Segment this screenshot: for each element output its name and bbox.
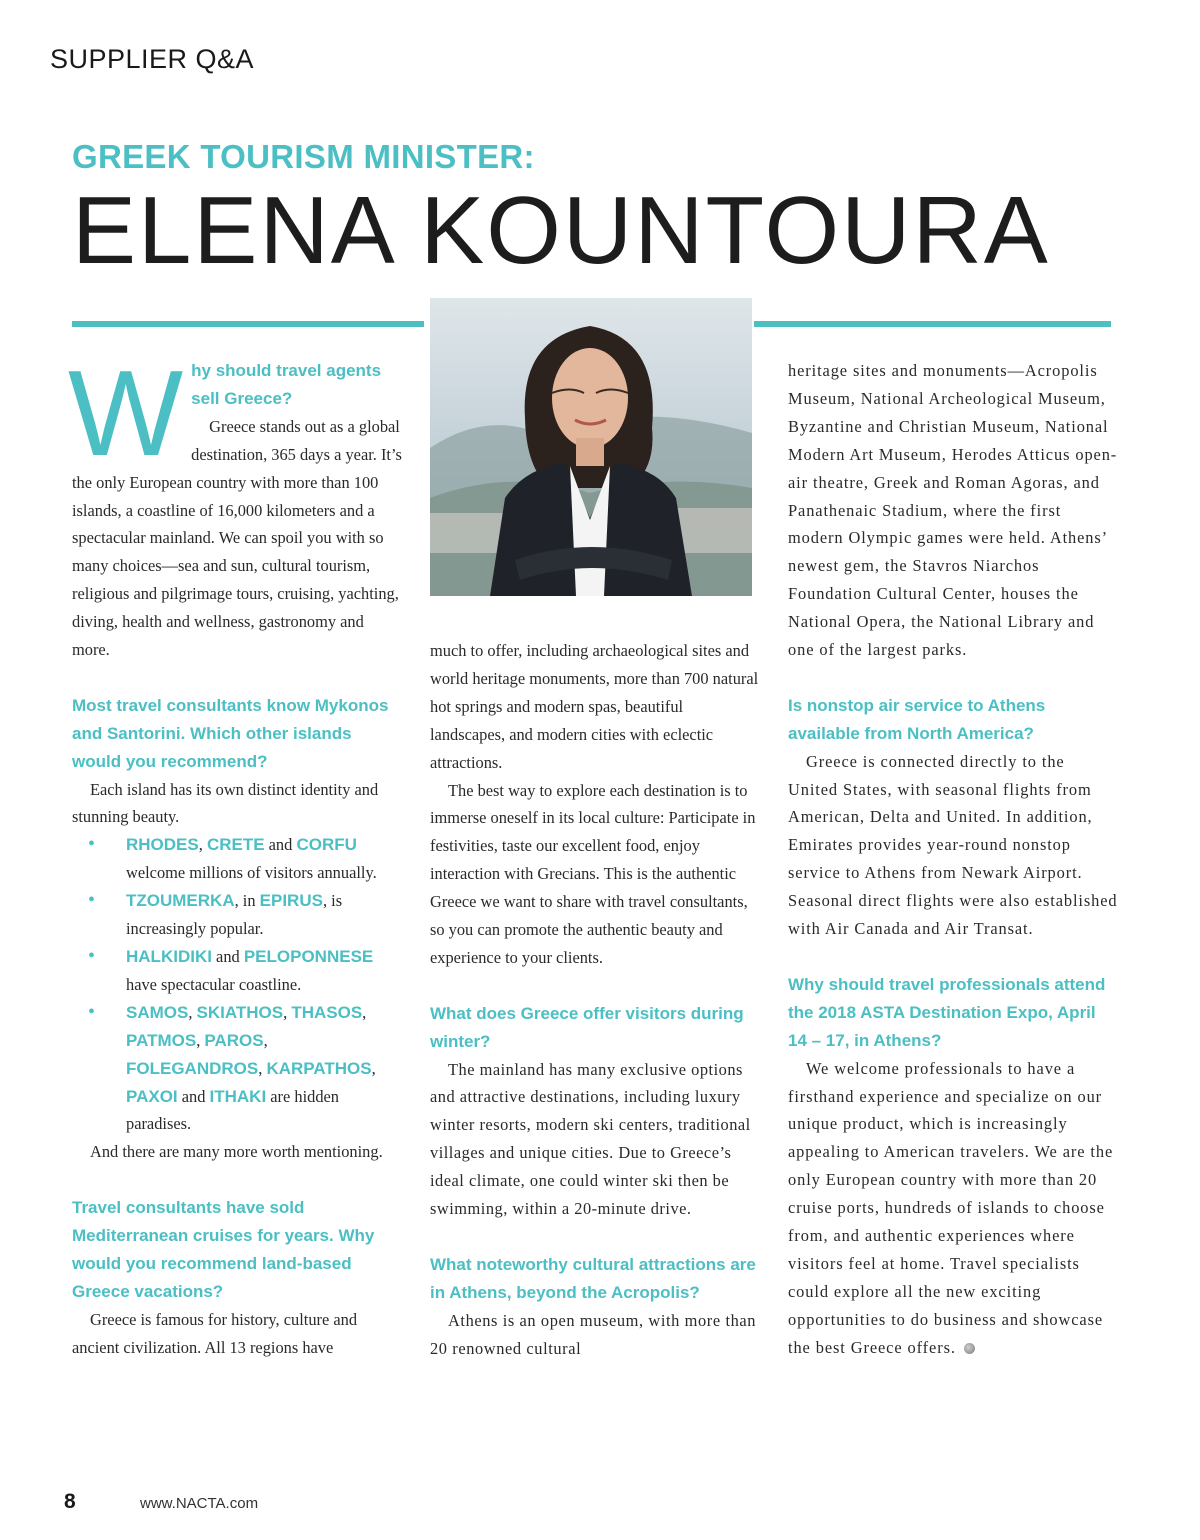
section-label: SUPPLIER Q&A [50, 44, 255, 74]
list-text: welcome millions of visitors annually. [126, 863, 377, 883]
island-name: CORFU [296, 835, 357, 855]
answer-2: Each island has its own distinct identity and stunning beauty. [72, 779, 379, 827]
answer-3-paragraph-2: The best way to explore each destination is to immerse oneself in its local culture: Participate in festivities, taste our excellent food, enjoy interaction with Grecians. This is the authentic Greece we want to share with travel consultants, so you can promote the authentic beauty and experience to your clients. [430, 780, 756, 967]
list-text: and [211, 947, 244, 967]
title-rule-left [72, 321, 424, 327]
portrait-illustration [430, 298, 752, 596]
question-3: Travel consultants have sold Mediterranean cruises for years. Why would you recommend land-based Greece vacations? [72, 1198, 375, 1301]
intro-block [68, 345, 402, 664]
island-name: HALKIDIKI [126, 947, 212, 967]
answer-7-text: We welcome professionals to have a firsthand experience and specialize on our unique product, which is increasingly appealing to American travelers. We are the only European country with more than 20 cruise ports, hundreds of islands to choose from, and authentic experiences where visitors feel at home. Travel specialists could explore all the new exciting opportunities to do business and showcase the best Greece offers. [788, 1058, 1114, 1357]
list-text: and [177, 1086, 210, 1106]
answer-1: Greece stands out as a global destination, 365 days a year. It’s the only European country with more than 100 islands, a coastline of 16,000 kilometers and a spectacular mainland. We can spoil you with so many choices—sea and sun, cultural tourism, religious and pilgrimage tours, cruising, yachting, diving, health and wellness, gastronomy and more. [72, 416, 402, 660]
question-2: Most travel consultants know Mykonos and Santorini. Which other islands would you recommend? [72, 695, 389, 771]
question-7: Why should travel professionals attend the 2018 ASTA Destination Expo, April 14 – 17, in Athens? [788, 974, 1106, 1050]
island-name: THASOS [291, 1002, 363, 1022]
drop-cap: W [68, 345, 184, 481]
answer-2-continued: And there are many more worth mentioning. [90, 1142, 383, 1162]
list-item [72, 887, 402, 943]
list-text: , [258, 1058, 267, 1078]
list-text: , [196, 1030, 205, 1050]
list-text: , is increasingly popular. [126, 891, 343, 939]
footer-url: www.NACTA.com [140, 1495, 259, 1512]
list-text: , [371, 1058, 376, 1078]
list-text: , [198, 835, 207, 855]
island-name: PAXOI [126, 1086, 178, 1106]
island-name: RHODES [126, 835, 199, 855]
portrait-photo [430, 298, 752, 596]
list-text: , [283, 1002, 292, 1022]
answer-5: Athens is an open museum, with more than 20 renowned cultural [430, 1310, 757, 1358]
island-name: SKIATHOS [196, 1002, 284, 1022]
question-5: What noteworthy cultural attractions are in Athens, beyond the Acropolis? [430, 1254, 756, 1302]
list-text: have spectacular coastline. [126, 974, 302, 994]
column-2 [430, 637, 760, 1363]
island-name: ITHAKI [209, 1086, 267, 1106]
question-1: hy should travel agents sell Greece? [191, 361, 382, 408]
island-name: TZOUMERKA [126, 891, 235, 911]
list-text: , [263, 1030, 268, 1050]
island-name: EPIRUS [259, 891, 323, 911]
list-text: and [264, 835, 297, 855]
list-text: are hidden paradises. [126, 1086, 340, 1134]
column-3 [788, 357, 1118, 1362]
island-name: CRETE [206, 835, 265, 855]
island-name: KARPATHOS [266, 1058, 372, 1078]
question-4: What does Greece offer visitors during winter? [430, 1003, 744, 1051]
list-item [72, 831, 402, 887]
question-6: Is nonstop air service to Athens available from North America? [788, 695, 1046, 743]
list-text: , in [234, 891, 260, 911]
answer-3-continued: much to offer, including archaeological sites and world heritage monuments, more than 700 natural hot springs and modern spas, beautiful landscapes, and modern cities with eclectic attractions. [430, 641, 759, 772]
answer-7 [788, 1055, 1118, 1362]
answer-4: The mainland has many exclusive options and attractive destinations, including luxury winter resorts, modern ski centers, traditional villages and unique cities. Due to Greece’s ideal climate, one could winter ski then be swimming, within a 20-minute drive. [430, 1059, 751, 1219]
list-item [72, 943, 402, 999]
end-mark-icon [964, 1343, 975, 1354]
island-name: PELOPONNESE [243, 947, 374, 967]
page-title: ELENA KOUNTOURA [72, 177, 1050, 284]
answer-5-continued: heritage sites and monuments—Acropolis Museum, National Archeological Museum, Byzantine and Christian Museum, National Modern Art Museum, Herodes Atticus open-air theatre, Greek and Roman Agoras, and Panathenaic Stadium, where the first modern Olympic games were held. Athens’ newest gem, the Stavros Niarchos Foundation Cultural Center, houses the National Opera, the National Library and one of the largest parks. [788, 361, 1118, 660]
list-text: , [362, 1002, 367, 1022]
title-rule-right [754, 321, 1111, 327]
page-number: 8 [64, 1490, 76, 1513]
island-name: PATMOS [126, 1030, 197, 1050]
answer-3: Greece is famous for history, culture and ancient civilization. All 13 regions have [72, 1309, 358, 1357]
island-name: SAMOS [126, 1002, 189, 1022]
headline-kicker: GREEK TOURISM MINISTER: [72, 138, 535, 175]
column-1 [68, 345, 402, 1362]
list-text: , [188, 1002, 197, 1022]
list-item [72, 999, 402, 1139]
answer-6: Greece is connected directly to the United States, with seasonal flights from American, Delta and United. In addition, Emirates provides year-round nonstop service to Athens from Newark Airport. Seasonal direct flights were also established with Air Canada and Air Transat. [788, 751, 1118, 939]
island-name: FOLEGANDROS [126, 1058, 259, 1078]
island-list [72, 831, 402, 1138]
island-name: PAROS [204, 1030, 264, 1050]
